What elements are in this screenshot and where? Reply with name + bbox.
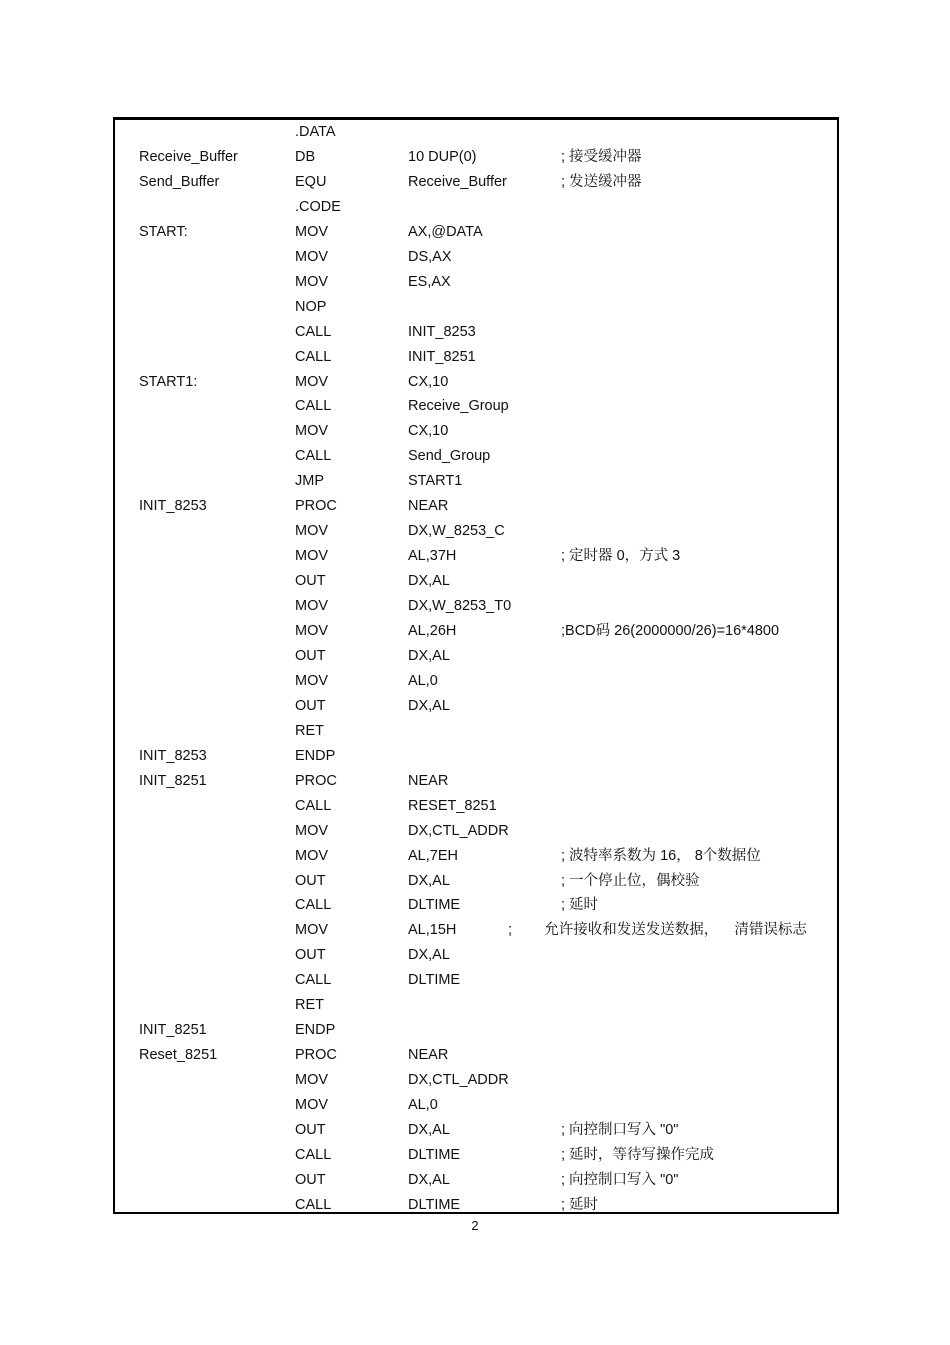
code-line <box>115 993 837 1018</box>
code-line <box>115 419 837 444</box>
code-label: START1: <box>139 373 198 390</box>
code-line <box>115 644 837 669</box>
code-operand: AX,@DATA <box>408 223 483 240</box>
code-opcode: ENDP <box>295 747 336 764</box>
code-line <box>115 444 837 469</box>
code-operand: DX,AL <box>408 947 450 964</box>
code-opcode: MOV <box>295 822 329 839</box>
code-line <box>115 719 837 744</box>
code-opcode: CALL <box>295 1146 332 1163</box>
code-opcode: MOV <box>295 1097 329 1114</box>
code-line <box>115 145 837 170</box>
code-opcode: CALL <box>295 1196 332 1212</box>
code-operand: ES,AX <box>408 273 451 290</box>
code-operand: INIT_8251 <box>408 348 476 365</box>
code-opcode: ENDP <box>295 1022 336 1039</box>
code-opcode: OUT <box>295 947 326 964</box>
code-opcode: NOP <box>295 298 327 315</box>
code-operand: AL,0 <box>408 1097 438 1114</box>
page-number: 2 <box>471 1218 479 1233</box>
code-opcode: OUT <box>295 872 326 889</box>
code-operand: 10 DUP(0) <box>408 148 477 165</box>
code-comment: ; 允许接收和发送发送数据， 清错误标志 <box>508 922 807 939</box>
code-comment: ; 延时，等待写操作完成 <box>561 1146 715 1163</box>
code-line <box>115 968 837 993</box>
code-line <box>115 345 837 370</box>
code-label: Receive_Buffer <box>139 148 238 165</box>
code-line <box>115 1193 837 1212</box>
code-opcode: OUT <box>295 647 326 664</box>
code-line <box>115 494 837 519</box>
code-operand: DX,CTL_ADDR <box>408 1072 509 1089</box>
code-comment: ; 延时 <box>561 1196 599 1212</box>
code-opcode: MOV <box>295 523 329 540</box>
code-opcode: OUT <box>295 1171 326 1188</box>
code-operand: NEAR <box>408 1047 449 1064</box>
code-line <box>115 594 837 619</box>
code-listing-frame <box>113 117 839 1214</box>
code-operand: DX,AL <box>408 697 450 714</box>
code-line <box>115 170 837 195</box>
code-opcode: PROC <box>295 772 337 789</box>
code-comment: ;BCD码 26(2000000/26)=16*4800 <box>561 623 780 639</box>
code-operand: DX,W_8253_C <box>408 523 505 540</box>
code-comment: ; 延时 <box>561 897 599 914</box>
code-label: START: <box>139 223 188 240</box>
code-opcode: MOV <box>295 598 329 615</box>
code-opcode: CALL <box>295 448 332 465</box>
code-label: INIT_8251 <box>139 1022 207 1039</box>
code-line <box>115 245 837 270</box>
code-operand: Receive_Buffer <box>408 173 507 190</box>
code-opcode: OUT <box>295 1122 326 1138</box>
code-operand: DLTIME <box>408 1196 461 1212</box>
code-operand: CX,10 <box>408 373 449 390</box>
code-label: Send_Buffer <box>139 173 220 190</box>
code-opcode: .CODE <box>295 198 341 215</box>
code-opcode: MOV <box>295 623 329 639</box>
code-line <box>115 370 837 395</box>
code-label: INIT_8253 <box>139 747 207 764</box>
code-line <box>115 1018 837 1043</box>
code-comment: ; 波特率系数为 16， 8个数据位 <box>561 847 761 864</box>
code-opcode: OUT <box>295 697 326 714</box>
code-opcode: MOV <box>295 423 329 440</box>
code-line <box>115 893 837 918</box>
code-operand: AL,0 <box>408 672 438 689</box>
code-opcode: MOV <box>295 223 329 240</box>
code-operand: DX,AL <box>408 647 450 664</box>
code-opcode: MOV <box>295 922 329 939</box>
code-opcode: PROC <box>295 498 337 515</box>
code-opcode: CALL <box>295 323 332 340</box>
code-operand: Send_Group <box>408 448 491 465</box>
code-opcode: MOV <box>295 273 329 290</box>
code-line <box>115 1043 837 1068</box>
code-line <box>115 943 837 968</box>
code-opcode: MOV <box>295 847 329 864</box>
code-label: INIT_8253 <box>139 498 207 515</box>
code-operand: AL,37H <box>408 548 457 565</box>
code-line <box>115 844 837 869</box>
code-label: Reset_8251 <box>139 1047 218 1064</box>
code-operand: INIT_8253 <box>408 323 476 340</box>
code-operand: DX,CTL_ADDR <box>408 822 509 839</box>
code-opcode: MOV <box>295 672 329 689</box>
code-line <box>115 295 837 320</box>
code-line <box>115 320 837 345</box>
code-line <box>115 394 837 419</box>
code-comment: ; 向控制口写入 "0" <box>561 1122 679 1138</box>
code-opcode: CALL <box>295 398 332 415</box>
code-opcode: MOV <box>295 373 329 390</box>
code-operand: DX,AL <box>408 1171 450 1188</box>
code-line <box>115 769 837 794</box>
code-line <box>115 744 837 769</box>
code-listing <box>115 119 837 1212</box>
code-line <box>115 694 837 719</box>
code-comment: ; 接受缓冲器 <box>561 148 642 165</box>
code-line <box>115 819 837 844</box>
code-comment: ; 一个停止位，偶校验 <box>561 872 700 889</box>
code-line <box>115 220 837 245</box>
code-operand: NEAR <box>408 772 449 789</box>
code-opcode: JMP <box>295 473 324 490</box>
code-opcode: RET <box>295 722 324 739</box>
code-operand: DS,AX <box>408 248 452 265</box>
code-operand: DLTIME <box>408 972 461 989</box>
code-operand: DLTIME <box>408 1146 461 1163</box>
code-line <box>115 1068 837 1093</box>
code-line <box>115 120 837 145</box>
code-operand: START1 <box>408 473 463 490</box>
code-operand: CX,10 <box>408 423 449 440</box>
code-comment: ; 定时器 0，方式 3 <box>561 548 681 565</box>
code-opcode: CALL <box>295 797 332 814</box>
code-opcode: MOV <box>295 248 329 265</box>
code-line <box>115 569 837 594</box>
code-line <box>115 1168 837 1193</box>
code-line <box>115 619 837 644</box>
code-operand: DX,AL <box>408 573 450 590</box>
code-opcode: OUT <box>295 573 326 590</box>
code-line <box>115 669 837 694</box>
code-line <box>115 195 837 220</box>
code-line <box>115 519 837 544</box>
code-line <box>115 270 837 295</box>
code-line <box>115 1118 837 1143</box>
code-opcode: PROC <box>295 1047 337 1064</box>
code-operand: AL,7EH <box>408 847 458 864</box>
code-opcode: DB <box>295 148 316 165</box>
code-operand: AL,26H <box>408 623 457 639</box>
code-comment: ; 发送缓冲器 <box>561 173 642 190</box>
code-opcode: EQU <box>295 173 327 190</box>
code-line <box>115 544 837 569</box>
code-operand: DX,AL <box>408 1122 450 1138</box>
code-opcode: CALL <box>295 348 332 365</box>
code-opcode: MOV <box>295 548 329 565</box>
code-line <box>115 918 837 943</box>
code-comment: ; 向控制口写入 "0" <box>561 1171 679 1188</box>
code-operand: AL,15H <box>408 922 457 939</box>
code-opcode: RET <box>295 997 324 1014</box>
code-line <box>115 869 837 894</box>
code-operand: DLTIME <box>408 897 461 914</box>
code-line <box>115 1093 837 1118</box>
code-line <box>115 469 837 494</box>
code-opcode: .DATA <box>295 124 336 140</box>
code-label: INIT_8251 <box>139 772 207 789</box>
code-opcode: CALL <box>295 897 332 914</box>
code-line <box>115 794 837 819</box>
code-line <box>115 1143 837 1168</box>
code-operand: DX,AL <box>408 872 450 889</box>
code-opcode: CALL <box>295 972 332 989</box>
code-operand: RESET_8251 <box>408 797 497 814</box>
code-operand: DX,W_8253_T0 <box>408 598 512 615</box>
code-operand: Receive_Group <box>408 398 509 415</box>
code-operand: NEAR <box>408 498 449 515</box>
code-opcode: MOV <box>295 1072 329 1089</box>
